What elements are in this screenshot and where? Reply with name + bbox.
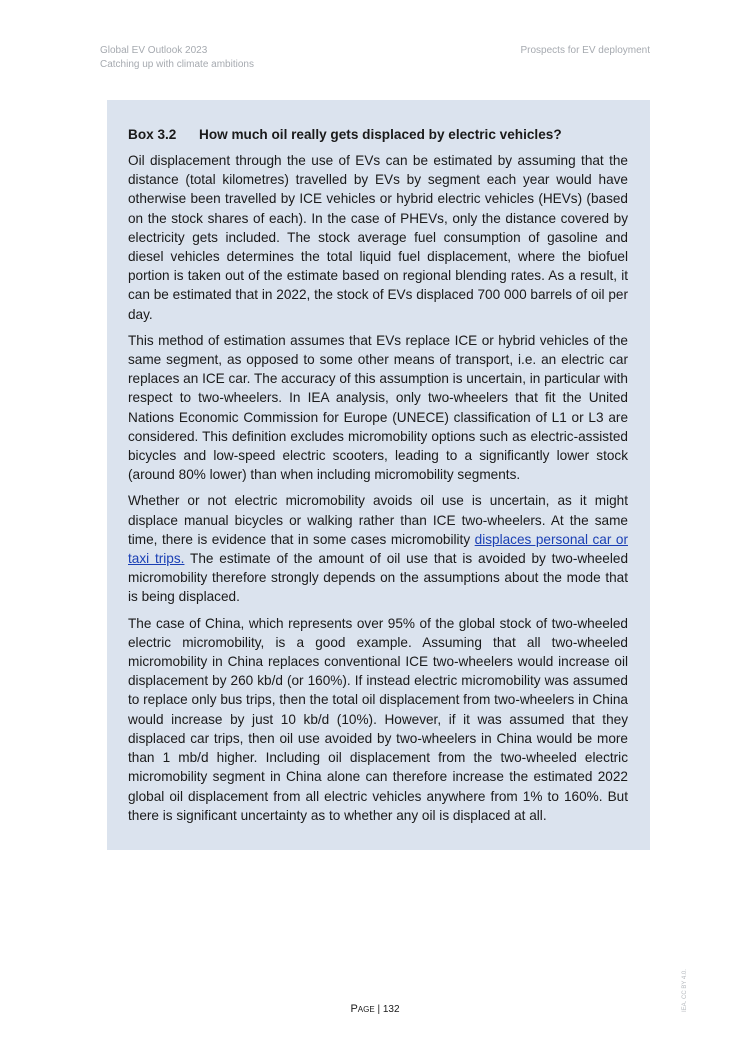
box-number: Box 3.2 xyxy=(128,127,177,142)
info-box xyxy=(107,100,650,850)
displaces-trips-link[interactable]: displaces personal car or taxi trips. xyxy=(128,531,628,567)
page-footer xyxy=(0,1003,750,1015)
paragraph-3 xyxy=(128,491,628,606)
page-number: 132 xyxy=(382,1004,400,1015)
report-subtitle: Catching up with climate ambitions xyxy=(100,59,254,70)
running-header-left xyxy=(100,44,254,72)
report-title: Global EV Outlook 2023 xyxy=(100,45,208,56)
page-separator: | xyxy=(374,1004,383,1015)
paragraph-3-text-before: Whether or not electric micromobility avoids oil use is uncertain, as it might displace manual bicycles or walking rather than ICE two-wheelers. At the same time, there is evidence that in some cases micromobility xyxy=(128,493,628,547)
license-note: IEA. CC BY 4.0. xyxy=(682,969,688,1012)
paragraph-3-text-after: The estimate of the amount of oil use that is avoided by two-wheeled micromobility therefore strongly depends on the assumptions about the mode that is being displaced. xyxy=(128,551,629,605)
box-title: How much oil really gets displaced by electric vehicles? xyxy=(199,127,562,142)
paragraph-4: The case of China, which represents over 95% of the global stock of two-wheeled electric micromobility, is a good example. Assuming that all two-wheeled micromobility in China replaces conventional ICE two-wheelers would increase oil displacement by 260 kb/d (or 160%). If instead electric micromobility was assumed to replace only bus trips, then the total oil displacement from two-wheelers in China would increase by just 10 kb/d (10%). However, if it was assumed that they displaced car trips, then oil use avoided by two-wheelers in China would be more than 1 mb/d higher. Including oil displacement from the two-wheeled electric micromobility segment in China alone can therefore increase the estimated 2022 global oil displacement from all electric vehicles anywhere from 1% to 160%. But there is significant uncertainty as to whether any oil is displaced at all. xyxy=(128,615,628,823)
page-label: Page xyxy=(350,1003,375,1015)
paragraph-2: This method of estimation assumes that EVs replace ICE or hybrid vehicles of the same segment, as opposed to some other means of transport, i.e. an electric car replaces an ICE car. The accuracy of this assumption is uncertain, in particular with respect to two-wheelers. In IEA analysis, only two-wheelers that fit the United Nations Economic Commission for Europe (UNECE) classification of L1 or L3 are considered. This definition excludes micromobility options such as electric-assisted bicycles and low-speed electric scooters, leading to a significantly lower stock (around 80% lower) than when including micromobility segments. xyxy=(128,332,628,483)
box-heading xyxy=(128,126,628,144)
chapter-title: Prospects for EV deployment xyxy=(520,45,650,56)
paragraph-1: Oil displacement through the use of EVs can be estimated by assuming that the distance (total kilometres) travelled by EVs by segment each year would have otherwise been travelled by ICE vehicles or hybrid electric vehicles (HEVs) (based on the stock shares of each). In the case of PHEVs, only the distance covered by electricity gets included. The stock average fuel consumption of gasoline and diesel vehicles determines the total liquid fuel displacement, where the biofuel portion is taken out of the estimate based on regional blending rates. As a result, it can be estimated that in 2022, the stock of EVs displaced 700 000 barrels of oil per day. xyxy=(128,153,628,322)
running-header-right xyxy=(520,44,650,58)
